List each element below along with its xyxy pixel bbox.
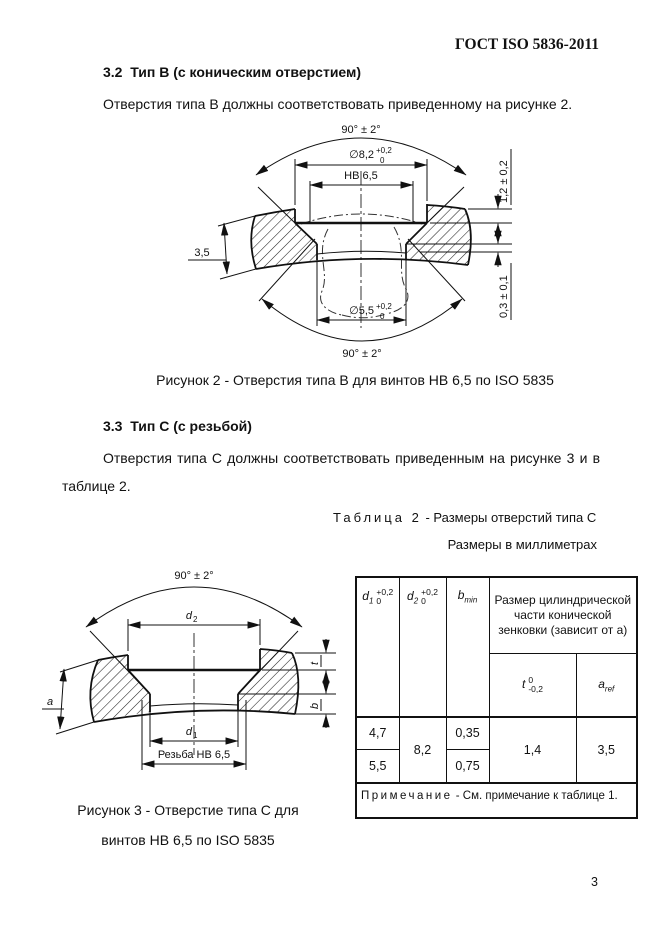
section-3-3-heading: 3.3 Тип С (с резьбой): [103, 418, 252, 434]
t-tol-upper: 0: [528, 674, 534, 685]
d1-subscript: 1: [368, 596, 374, 606]
fig2-dia-bottom-tol-lower: 0: [380, 312, 385, 321]
page-number: 3: [591, 875, 598, 889]
fig3-b-label: b: [309, 702, 321, 709]
fig3-a-label: a: [46, 696, 54, 708]
col-header-group: Размер цилиндрической части конической зенковки (зависит от а): [489, 577, 637, 653]
cell-aref: 3,5: [576, 717, 637, 783]
table-2-units-note: Размеры в миллиметрах: [447, 537, 597, 552]
fig2-dia-top-label: ∅8,2: [349, 149, 374, 161]
cell-b-row1: 0,35: [446, 717, 489, 749]
t-symbol: t: [522, 676, 526, 691]
fig3-t-label: t: [309, 661, 321, 665]
fig2-head-label: HB 6,5: [344, 170, 378, 182]
table-2-label: Таблица 2: [333, 510, 422, 525]
section-3-3-paragraph: Отверстия типа С должны соответствовать приведенным на рисунке 3 и в таблице 2.: [62, 450, 600, 494]
table-2-title-rest: - Размеры отверстий типа С: [421, 510, 597, 525]
figure-2-caption: Рисунок 2 - Отверстия типа В для винтов HB 6,5 по ISO 5835: [156, 372, 554, 388]
table-2-title: [333, 504, 597, 531]
section-3-2-heading: 3.2 Тип В (с коническим отверстием): [103, 64, 362, 80]
note-label: Примечание: [361, 790, 453, 802]
fig3-thread-label: Резьба HB 6,5: [157, 749, 231, 761]
cell-d1-row2: 5,5: [356, 749, 399, 783]
col-header-t: [489, 653, 576, 717]
fig2-step-right-label: 0,3 ± 0,1: [498, 275, 510, 318]
cell-d1-row1: 4,7: [356, 717, 399, 749]
a-subscript: ref: [604, 683, 615, 693]
t-tol-lower: -0,2: [528, 683, 543, 694]
fig2-angle-bottom-label: 90° ± 2°: [342, 348, 382, 360]
cell-d2: 8,2: [399, 717, 446, 783]
b-symbol: b: [457, 588, 465, 602]
col-header-bmin: [446, 577, 489, 717]
fig2-dia-bottom-label: ∅5,5: [349, 305, 374, 317]
figure-3-caption: [63, 795, 313, 855]
figure-3-caption-line2: винтов HB 6,5 по ISO 5835: [101, 832, 275, 848]
d1-tol-lower: 0: [376, 596, 382, 606]
d2-symbol: d: [407, 589, 414, 604]
fig2-dim-thickness-left: [188, 216, 256, 279]
d2-tol-upper: +0,2: [421, 587, 438, 597]
table-2-title-block: [333, 504, 597, 558]
section-3-2-paragraph: Отверстия типа В должны соответствовать приведенному на рисунке 2.: [103, 96, 573, 112]
fig2-angle-top-label: 90° ± 2°: [341, 124, 381, 136]
figure-3-technical-drawing: [40, 563, 340, 791]
fig2-dia-top-tol-upper: +0,2: [376, 146, 392, 155]
page-header-standard-number: ГОСТ ISO 5836-2011: [454, 36, 599, 53]
col-header-d1: [356, 577, 399, 717]
fig3-d1-sub: 1: [193, 731, 198, 740]
d2-subscript: 2: [413, 596, 419, 606]
d2-tol-lower: 0: [421, 596, 426, 606]
fig3-d2-label: d: [185, 610, 192, 622]
b-subscript: min: [464, 595, 478, 605]
note-text: - См. примечание к таблице 1.: [452, 790, 618, 802]
fig3-d2-sub: 2: [193, 615, 198, 624]
fig2-thickness-label: 3,5: [194, 247, 210, 259]
cell-b-row2: 0,75: [446, 749, 489, 783]
a-symbol: a: [598, 676, 605, 691]
table-2-note: [356, 783, 637, 818]
fig2-dia-top-tol-lower: 0: [380, 156, 385, 165]
col-header-aref: [576, 653, 637, 717]
fig3-d1-label: d: [185, 726, 192, 738]
fig2-depth-right-label: 1,2 ± 0,2: [498, 160, 510, 203]
d1-symbol: d: [362, 589, 369, 604]
col-header-d2: [399, 577, 446, 717]
figure-3-caption-line1: Рисунок 3 - Отверстие типа С для: [77, 802, 299, 818]
fig2-dia-bottom-tol-upper: +0,2: [376, 302, 392, 311]
figure-2-technical-drawing: [180, 113, 520, 365]
cell-t: 1,4: [489, 717, 576, 783]
d1-tol-upper: +0,2: [376, 587, 394, 597]
fig3-angle-top-label: 90° ± 2°: [174, 570, 214, 582]
table-2: [355, 576, 638, 819]
